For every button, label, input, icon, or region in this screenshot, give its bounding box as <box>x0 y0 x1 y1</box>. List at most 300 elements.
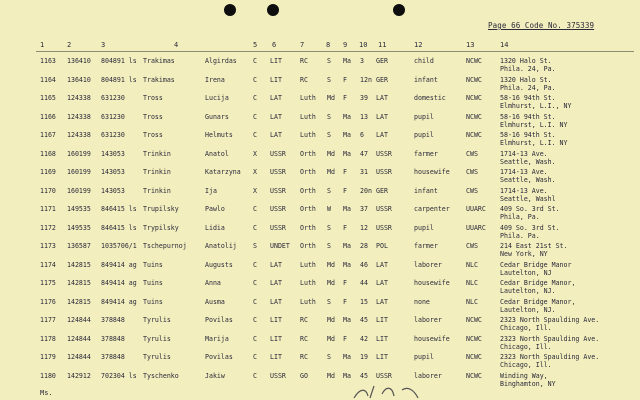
column-number: 7 <box>300 41 305 49</box>
agency: UUARC <box>466 223 486 232</box>
column-number-header <box>0 41 640 51</box>
surname: Tross <box>143 131 163 139</box>
address-line-2: Binghamton, NY <box>500 379 556 388</box>
case-number: 160199 <box>67 149 91 158</box>
religion: RC <box>300 353 308 361</box>
religion: Orth <box>300 149 316 158</box>
address-line-2: Chicago, Ill. <box>500 324 552 332</box>
occupation: none <box>414 297 430 306</box>
surname: Tyrulis <box>143 316 171 324</box>
age: 13 <box>360 112 368 121</box>
sex: Ma <box>343 112 351 121</box>
nationality: LIT <box>270 334 282 343</box>
age: 37 <box>360 205 368 213</box>
occupation: housewife <box>414 334 450 343</box>
col5-code: X <box>253 168 257 176</box>
nationality: LAT <box>270 260 282 269</box>
nationality: USSR <box>270 223 286 232</box>
age: 44 <box>360 279 368 287</box>
case-number: 160199 <box>67 168 91 176</box>
ref-number: 378848 <box>101 316 125 324</box>
given-name: Anatolij <box>205 242 237 250</box>
ref-number: 378848 <box>101 353 125 361</box>
marital-status: Md <box>327 260 335 269</box>
agency: CWS <box>466 242 478 250</box>
ref-number: 143053 <box>101 149 125 158</box>
line-number: 1174 <box>40 260 56 269</box>
column-number: 6 <box>272 41 277 49</box>
address-line-1: 1320 Halo St. <box>500 75 552 84</box>
agency: NCWC <box>466 75 482 84</box>
line-number: 1179 <box>40 353 56 361</box>
line-number: 1180 <box>40 371 56 380</box>
address-line-2: Phila, Pa. <box>500 213 540 221</box>
table-row <box>0 55 640 74</box>
country: USSR <box>376 371 392 380</box>
sex: F <box>343 94 347 102</box>
col5-code: X <box>253 186 257 195</box>
table-row <box>0 333 640 352</box>
col5-code: C <box>253 223 257 232</box>
marital-status: W <box>327 205 331 213</box>
nationality: LAT <box>270 297 282 306</box>
punch-hole-3 <box>393 4 405 16</box>
age: 3 <box>360 57 364 65</box>
nationality: USSR <box>270 168 286 176</box>
religion: Luth <box>300 131 316 139</box>
agency: NCWC <box>466 112 482 121</box>
occupation: pupil <box>414 353 434 361</box>
col5-code: X <box>253 149 257 158</box>
line-number: 1169 <box>40 168 56 176</box>
ref-number: 378848 <box>101 334 125 343</box>
given-name: Anatol <box>205 149 229 158</box>
column-number: 11 <box>378 41 387 49</box>
ref-number: 631230 <box>101 112 125 121</box>
agency: CWS <box>466 186 478 195</box>
table-row <box>0 129 640 148</box>
agency: CWS <box>466 149 478 158</box>
ref-number: 702304 ls <box>101 371 137 380</box>
line-number: 1171 <box>40 205 56 213</box>
age: 6 <box>360 131 364 139</box>
address-line-2: Elmhurst, L.I. NY <box>500 139 568 147</box>
address-line-1: 58-16 94th St. <box>500 131 556 139</box>
table-row <box>0 111 640 130</box>
column-number: 9 <box>343 41 348 49</box>
address-line-1: 2323 North Spaulding Ave. <box>500 334 600 343</box>
sex: Ma <box>343 57 351 65</box>
line-number: 1163 <box>40 57 56 65</box>
col5-code: C <box>253 316 257 324</box>
religion: RC <box>300 75 308 84</box>
age: 45 <box>360 316 368 324</box>
agency: NCWC <box>466 94 482 102</box>
handwritten-mark <box>352 384 422 400</box>
surname: Trinkin <box>143 168 171 176</box>
country: LAT <box>376 94 388 102</box>
column-number: 8 <box>326 41 331 49</box>
surname: Trakimas <box>143 57 175 65</box>
address-line-2: New York, NY <box>500 250 548 258</box>
sex: F <box>343 223 347 232</box>
case-number: 136587 <box>67 242 91 250</box>
surname: Tross <box>143 112 163 121</box>
nationality: LIT <box>270 316 282 324</box>
agency: CWS <box>466 168 478 176</box>
sex: F <box>343 75 347 84</box>
age: 28 <box>360 242 368 250</box>
surname: Trakimas <box>143 75 175 84</box>
address-line-2: Seattle, Wash. <box>500 176 556 184</box>
nationality: LAT <box>270 131 282 139</box>
given-name: Augusts <box>205 260 233 269</box>
col5-code: C <box>253 75 257 84</box>
address-line-1: 1320 Halo St. <box>500 57 552 65</box>
surname: Trypilsky <box>143 223 179 232</box>
punch-hole-1 <box>224 4 236 16</box>
nationality: USSR <box>270 186 286 195</box>
address-line-2: Lautelton, NJ. <box>500 287 556 295</box>
header-rule <box>36 51 634 52</box>
table-row <box>0 203 640 222</box>
marital-status: Md <box>327 279 335 287</box>
religion: RC <box>300 57 308 65</box>
case-number: 124844 <box>67 316 91 324</box>
marital-status: S <box>327 112 331 121</box>
address-line-1: 58-16 94th St. <box>500 94 556 102</box>
country: USSR <box>376 149 392 158</box>
case-number: 142815 <box>67 297 91 306</box>
given-name: Algirdas <box>205 57 237 65</box>
occupation: farmer <box>414 242 438 250</box>
case-number: 124844 <box>67 353 91 361</box>
agency: NCWC <box>466 57 482 65</box>
country: GER <box>376 57 388 65</box>
column-number: 10 <box>359 41 368 49</box>
sex: F <box>343 297 347 306</box>
table-row <box>0 148 640 167</box>
col5-code: C <box>253 297 257 306</box>
address-line-2: Elmhurst, L.I. NY <box>500 120 568 129</box>
given-name: Lucija <box>205 94 229 102</box>
agency: UUARC <box>466 205 486 213</box>
case-number: 124338 <box>67 112 91 121</box>
table-row <box>0 370 640 389</box>
age: 47 <box>360 149 368 158</box>
religion: Orth <box>300 223 316 232</box>
case-number: 149535 <box>67 205 91 213</box>
occupation: farmer <box>414 149 438 158</box>
sex: Ma <box>343 205 351 213</box>
address-line-1: 409 So. 3rd St. <box>500 205 560 213</box>
address-line-1: 1714-13 Ave. <box>500 149 548 158</box>
address-line-1: Cedar Bridge Manor, <box>500 279 576 287</box>
col5-code: C <box>253 205 257 213</box>
agency: NLC <box>466 297 478 306</box>
sex: F <box>343 186 347 195</box>
occupation: pupil <box>414 223 434 232</box>
case-number: 160199 <box>67 186 91 195</box>
sex: F <box>343 334 347 343</box>
case-number: 142815 <box>67 260 91 269</box>
surname: Tuins <box>143 260 163 269</box>
address-line-2: Chicago, Ill. <box>500 361 552 369</box>
sex: Ma <box>343 260 351 269</box>
surname: Tyschenko <box>143 371 179 380</box>
nationality: LAT <box>270 112 282 121</box>
address-line-1: Cedar Bridge Manor <box>500 260 572 269</box>
occupation: pupil <box>414 112 434 121</box>
case-number: 142815 <box>67 279 91 287</box>
line-number: 1176 <box>40 297 56 306</box>
nationality: LIT <box>270 353 282 361</box>
case-number: 136410 <box>67 75 91 84</box>
nationality: USSR <box>270 149 286 158</box>
occupation: housewife <box>414 168 450 176</box>
table-row <box>0 259 640 278</box>
occupation: laborer <box>414 260 442 269</box>
marital-status: S <box>327 186 331 195</box>
table-row <box>0 296 640 315</box>
agency: NLC <box>466 279 478 287</box>
table-row <box>0 277 640 296</box>
marital-status: S <box>327 242 331 250</box>
line-number: 1173 <box>40 242 56 250</box>
ref-number: 804891 ls <box>101 75 137 84</box>
column-number: 2 <box>67 41 72 49</box>
col5-code: S <box>253 242 257 250</box>
religion: Luth <box>300 112 316 121</box>
marital-status: S <box>327 57 331 65</box>
surname: Trinkin <box>143 149 171 158</box>
line-number: 1166 <box>40 112 56 121</box>
column-number: 3 <box>101 41 106 49</box>
religion: Orth <box>300 205 316 213</box>
punch-hole-2 <box>267 4 279 16</box>
ref-number: 849414 ag <box>101 260 137 269</box>
address-line-2: Lautelton, NJ <box>500 268 552 277</box>
occupation: infant <box>414 75 438 84</box>
age: 42 <box>360 334 368 343</box>
surname: Trinkin <box>143 186 171 195</box>
agency: NCWC <box>466 353 482 361</box>
religion: Luth <box>300 260 316 269</box>
occupation: infant <box>414 186 438 195</box>
surname: Trupilsky <box>143 205 179 213</box>
surname: Tuins <box>143 297 163 306</box>
religion: Luth <box>300 279 316 287</box>
country: GER <box>376 186 388 195</box>
religion: Orth <box>300 242 316 250</box>
col5-code: C <box>253 371 257 380</box>
surname: Tross <box>143 94 163 102</box>
marital-status: Md <box>327 149 335 158</box>
column-number: 12 <box>414 41 423 49</box>
surname: Tuins <box>143 279 163 287</box>
religion: RC <box>300 334 308 343</box>
country: LAT <box>376 112 388 121</box>
country: LIT <box>376 316 388 324</box>
marital-status: Md <box>327 334 335 343</box>
address-line-1: Winding Way, <box>500 371 548 380</box>
address-line-1: 58-16 94th St. <box>500 112 556 121</box>
nationality: USSR <box>270 205 286 213</box>
nationality: USSR <box>270 371 286 380</box>
given-name: Marija <box>205 334 229 343</box>
given-name: Ausma <box>205 297 225 306</box>
nationality: UNDET <box>270 242 290 250</box>
table-row <box>0 92 640 111</box>
given-name: Anna <box>205 279 221 287</box>
nationality: LIT <box>270 75 282 84</box>
age: 15 <box>360 297 368 306</box>
records-table <box>0 55 640 388</box>
line-number: 1164 <box>40 75 56 84</box>
address-line-2: Phila. 24, Pa. <box>500 65 556 73</box>
surname: Tyrulis <box>143 334 171 343</box>
ref-number: 143053 <box>101 168 125 176</box>
agency: NCWC <box>466 371 482 380</box>
marital-status: S <box>327 75 331 84</box>
marital-status: S <box>327 297 331 306</box>
col5-code: C <box>253 334 257 343</box>
address-line-1: 2323 North Spaulding Ave. <box>500 353 600 361</box>
ref-number: 1035706/1 <box>101 242 137 250</box>
given-name: Katarzyna <box>205 168 241 176</box>
religion: Luth <box>300 297 316 306</box>
column-number: 13 <box>466 41 475 49</box>
col5-code: C <box>253 94 257 102</box>
address-line-2: Seattle, Washl <box>500 194 556 203</box>
footer-label: Ms. <box>40 389 53 397</box>
given-name: Lidia <box>205 223 225 232</box>
address-line-2: Elmhurst, L.I., NY <box>500 102 572 110</box>
address-line-2: Phila. 24, Pa. <box>500 83 556 92</box>
table-row <box>0 240 640 259</box>
marital-status: Md <box>327 371 335 380</box>
case-number: 136410 <box>67 57 91 65</box>
occupation: laborer <box>414 371 442 380</box>
given-name: Jakiw <box>205 371 225 380</box>
given-name: Irena <box>205 75 225 84</box>
country: LAT <box>376 279 388 287</box>
sex: Ma <box>343 131 351 139</box>
column-number: 14 <box>500 41 509 49</box>
occupation: child <box>414 57 434 65</box>
address-line-2: Chicago, Ill. <box>500 342 552 351</box>
country: USSR <box>376 223 392 232</box>
case-number: 124844 <box>67 334 91 343</box>
table-row <box>0 314 640 333</box>
marital-status: S <box>327 131 331 139</box>
given-name: Pawlo <box>205 205 225 213</box>
ref-number: 143053 <box>101 186 125 195</box>
sex: Ma <box>343 316 351 324</box>
country: GER <box>376 75 388 84</box>
ref-number: 631230 <box>101 94 125 102</box>
line-number: 1178 <box>40 334 56 343</box>
given-name: Helmuts <box>205 131 233 139</box>
age: 12n <box>360 75 372 84</box>
line-number: 1165 <box>40 94 56 102</box>
occupation: carpenter <box>414 205 450 213</box>
country: POL <box>376 242 388 250</box>
given-name: Povilas <box>205 316 233 324</box>
marital-status: Md <box>327 168 335 176</box>
occupation: laborer <box>414 316 442 324</box>
line-number: 1168 <box>40 149 56 158</box>
country: LAT <box>376 131 388 139</box>
sex: Ma <box>343 242 351 250</box>
address-line-2: Seattle, Wash. <box>500 157 556 166</box>
col5-code: C <box>253 131 257 139</box>
ref-number: 846415 ls <box>101 205 137 213</box>
sex: F <box>343 168 347 176</box>
address-line-1: 2323 North Spaulding Ave. <box>500 316 600 324</box>
country: USSR <box>376 168 392 176</box>
given-name: Gunars <box>205 112 229 121</box>
age: 46 <box>360 260 368 269</box>
surname: Tschepurnoj <box>143 242 187 250</box>
ref-number: 631230 <box>101 131 125 139</box>
line-number: 1167 <box>40 131 56 139</box>
address-line-1: 1714-13 Ave. <box>500 168 548 176</box>
country: LIT <box>376 334 388 343</box>
col5-code: C <box>253 353 257 361</box>
surname: Tyrulis <box>143 353 171 361</box>
table-row <box>0 351 640 370</box>
agency: NCWC <box>466 131 482 139</box>
country: LAT <box>376 297 388 306</box>
marital-status: S <box>327 353 331 361</box>
country: USSR <box>376 205 392 213</box>
address-line-1: 214 East 21st St. <box>500 242 568 250</box>
age: 39 <box>360 94 368 102</box>
country: LIT <box>376 353 388 361</box>
line-number: 1172 <box>40 223 56 232</box>
age: 12 <box>360 223 368 232</box>
age: 31 <box>360 168 368 176</box>
case-number: 124338 <box>67 131 91 139</box>
religion: Luth <box>300 94 316 102</box>
ref-number: 849414 ag <box>101 279 137 287</box>
table-row <box>0 166 640 185</box>
line-number: 1175 <box>40 279 56 287</box>
marital-status: Md <box>327 316 335 324</box>
table-row <box>0 222 640 241</box>
agency: NLC <box>466 260 478 269</box>
ref-number: 846415 ls <box>101 223 137 232</box>
nationality: LIT <box>270 57 282 65</box>
age: 45 <box>360 371 368 380</box>
sex: F <box>343 279 347 287</box>
agency: NCWC <box>466 334 482 343</box>
address-line-2: Lautelton, NJ. <box>500 305 556 314</box>
col5-code: C <box>253 279 257 287</box>
occupation: housewife <box>414 279 450 287</box>
religion: RC <box>300 316 308 324</box>
age: 19 <box>360 353 368 361</box>
ref-number: 849414 ag <box>101 297 137 306</box>
nationality: LAT <box>270 94 282 102</box>
col5-code: C <box>253 260 257 269</box>
column-number: 4 <box>174 41 179 49</box>
col5-code: C <box>253 112 257 121</box>
country: LAT <box>376 260 388 269</box>
address-line-2: Phila. Pa. <box>500 231 540 240</box>
age: 20n <box>360 186 372 195</box>
